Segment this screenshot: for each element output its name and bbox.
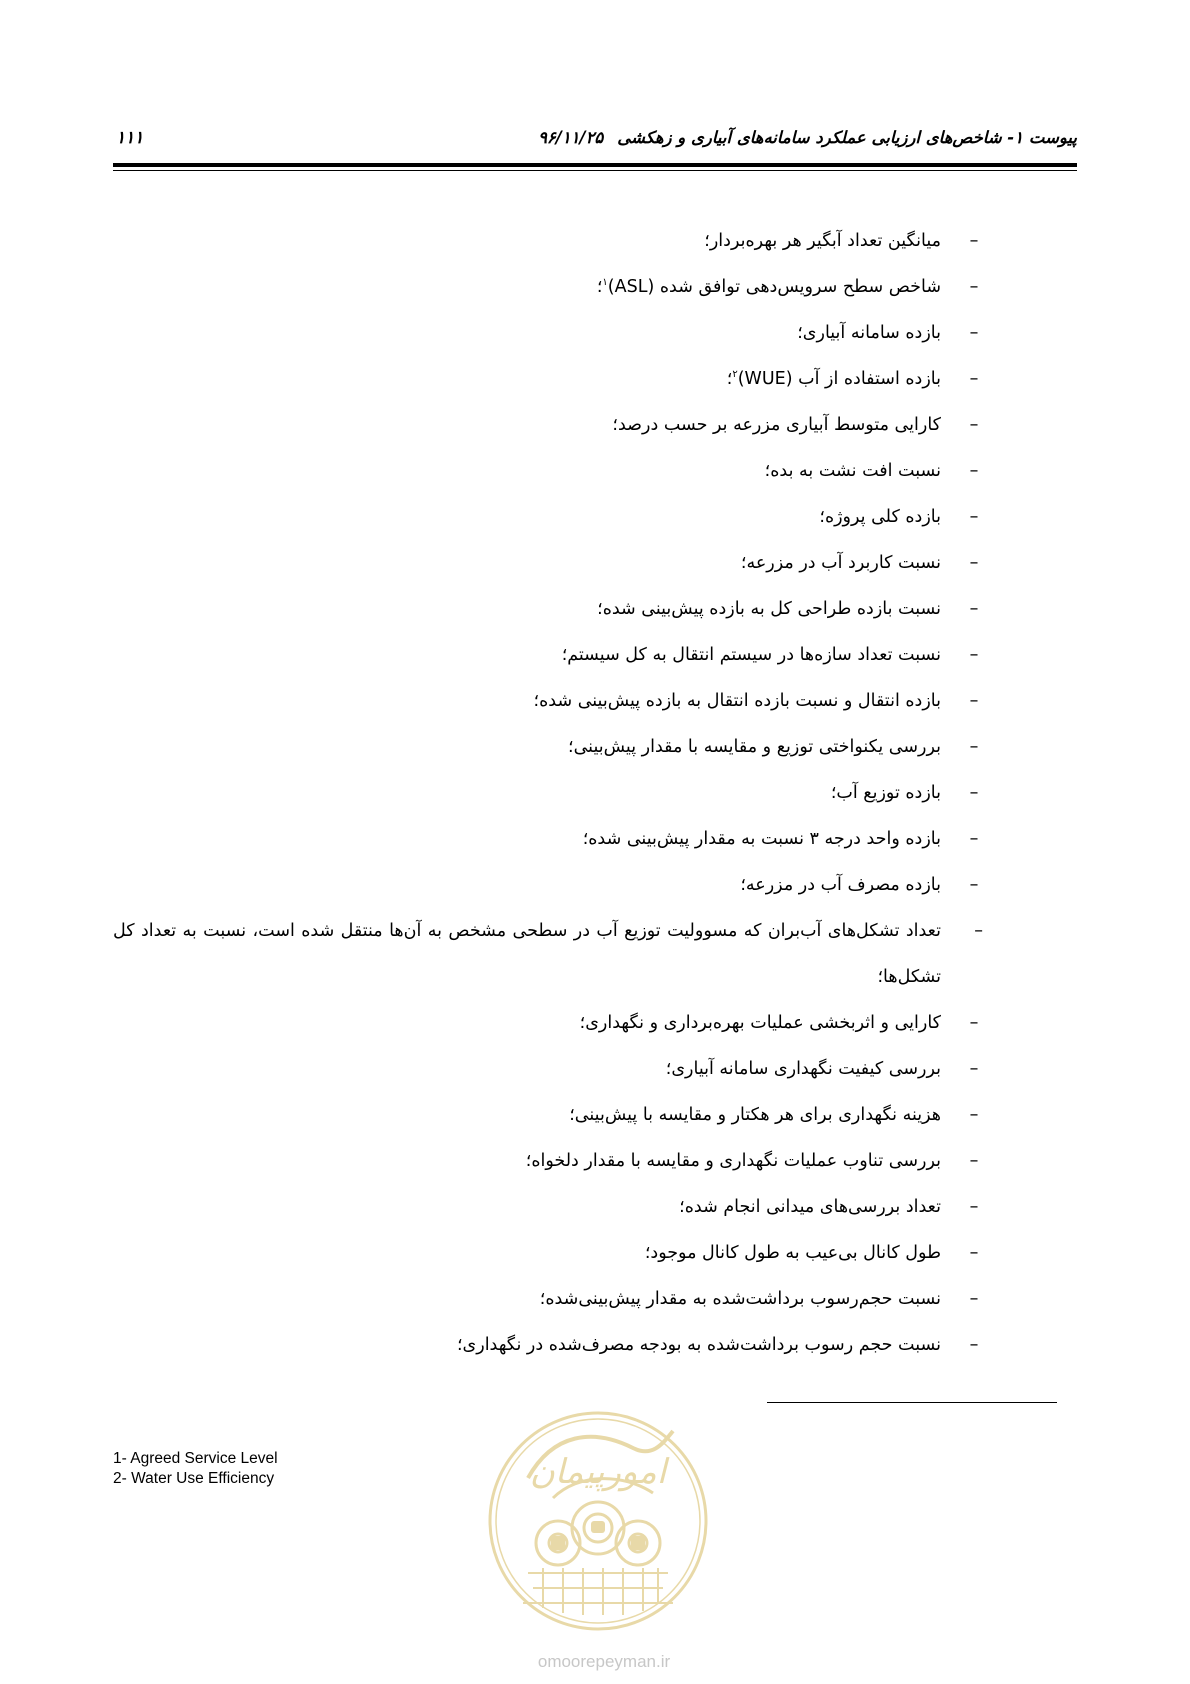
list-item [113,908,983,1000]
list-item-text: نسبت کاربرد آب در مزرعه؛ [740,553,941,573]
dash-bullet-icon: – [969,369,979,389]
list-item-text: بازده انتقال و نسبت بازده انتقال به بازده پیش‌بینی شده؛ [533,691,941,711]
list-item [113,816,983,862]
dash-bullet-icon: – [969,1059,979,1079]
footnote-rule [767,1402,1057,1403]
dash-bullet-icon: – [969,1243,979,1263]
dash-bullet-icon: – [974,921,983,941]
dash-bullet-icon: – [969,1197,979,1217]
page-number: ۱۱۱ [116,128,144,148]
dash-bullet-icon: – [969,415,979,435]
list-item [113,1322,983,1368]
list-item-text: نسبت بازده طراحی کل به بازده پیش‌بینی شده؛ [597,599,941,619]
dash-bullet-icon: – [969,507,979,527]
list-item-text: نسبت تعداد سازه‌ها در سیستم انتقال به کل سیستم؛ [561,645,941,665]
list-item-text: بازده کلی پروژه؛ [819,507,941,527]
list-item-text: نسبت حجم رسوب برداشت‌شده به بودجه مصرف‌شده در نگهداری؛ [456,1335,941,1355]
list-item-text: بازده توزیع آب؛ [830,783,941,803]
dash-bullet-icon: – [969,645,979,665]
list-item [113,770,983,816]
dash-bullet-icon: – [969,231,979,251]
list-item [113,1184,983,1230]
list-item [113,862,983,908]
list-item [113,448,983,494]
list-item [113,586,983,632]
list-item-text: بازده مصرف آب در مزرعه؛ [740,875,941,895]
dash-bullet-icon: – [969,737,979,757]
list-item [113,494,983,540]
list-item-text: تعداد بررسی‌های میدانی انجام شده؛ [679,1197,941,1217]
header-title-block [538,128,1077,147]
list-item [113,402,983,448]
dash-bullet-icon: – [969,829,979,849]
header-date: ۹۶/۱۱/۲۵ [538,128,604,147]
dash-bullet-icon: – [969,323,979,343]
list-item [113,1276,983,1322]
list-item [113,1138,983,1184]
list-item-text: بررسی تناوب عملیات نگهداری و مقایسه با مقدار دلخواه؛ [525,1151,941,1171]
list-item [113,264,983,310]
list-item-text: کارایی و اثربخشی عملیات بهره‌برداری و نگهداری؛ [579,1013,941,1033]
dash-bullet-icon: – [969,875,979,895]
list-item [113,1230,983,1276]
list-item-text: میانگین تعداد آبگیر هر بهره‌بردار؛ [704,231,941,251]
dash-bullet-icon: – [969,1105,979,1125]
footnote-1: 1- Agreed Service Level [113,1450,278,1467]
dash-bullet-icon: – [969,1013,979,1033]
header-rule-thin [113,170,1077,171]
list-item [113,540,983,586]
list-item-text: نسبت افت نشت به بده؛ [764,461,941,481]
seal-logo-text: امورپیمان [529,1452,667,1492]
list-item [113,218,983,264]
dash-bullet-icon: – [969,1289,979,1309]
list-item [113,632,983,678]
omoorepeyman-seal-icon [483,1403,713,1633]
footnote-2: 2- Water Use Efficiency [113,1470,275,1487]
dash-bullet-icon: – [969,1335,979,1355]
dash-bullet-icon: – [969,553,979,573]
list-item-text: بازده سامانه آبیاری؛ [797,323,941,343]
list-item [113,1046,983,1092]
watermark-url: omoorepeyman.ir [537,1652,671,1671]
list-item-text: کارایی متوسط آبیاری مزرعه بر حسب درصد؛ [612,415,941,435]
list-item [113,678,983,724]
footnotes [113,1449,278,1489]
list-item-text: بررسی یکنواختی توزیع و مقایسه با مقدار پیش‌بینی؛ [568,737,941,757]
list-item-text: طول کانال بی‌عیب به طول کانال موجود؛ [644,1243,941,1263]
list-item-text: بررسی کیفیت نگهداری سامانه آبیاری؛ [665,1059,941,1079]
list-item [113,724,983,770]
list-item-text: شاخص سطح سرویس‌دهی توافق شده (ASL) [607,277,941,297]
indicator-list [113,218,983,1368]
list-item [113,1000,983,1046]
list-item-text: هزینه نگهداری برای هر هکتار و مقایسه با پیش‌بینی؛ [569,1105,941,1125]
page-header [113,128,1077,158]
dash-bullet-icon: – [969,461,979,481]
list-item-text: بازده واحد درجه ۳ نسبت به مقدار پیش‌بینی شده؛ [582,829,941,849]
dash-bullet-icon: – [969,277,979,297]
list-item-suffix: ؛ [596,277,603,297]
footnote-ref: ۲ [732,369,738,381]
list-item-suffix: ؛ [726,369,733,389]
list-item-text: تعداد تشکل‌های آب‌بران که مسوولیت توزیع آب در سطحی مشخص به آن‌ها منتقل شده است، نسبت به تعداد کل تشکل‌ها؛ [113,921,941,987]
list-item [113,356,983,402]
header-title: پیوست ۱- شاخص‌های ارزیابی عملکرد سامانه‌های آبیاری و زهکشی [617,128,1077,147]
dash-bullet-icon: – [969,1151,979,1171]
header-rule-thick [113,163,1077,167]
list-item [113,310,983,356]
list-item [113,1092,983,1138]
dash-bullet-icon: – [969,599,979,619]
dash-bullet-icon: – [969,691,979,711]
list-item-text: بازده استفاده از آب (WUE) [737,369,941,389]
list-item-text: نسبت حجم‌رسوب برداشت‌شده به مقدار پیش‌بینی‌شده؛ [539,1289,941,1309]
footnote-ref: ۱ [602,277,608,289]
dash-bullet-icon: – [969,783,979,803]
